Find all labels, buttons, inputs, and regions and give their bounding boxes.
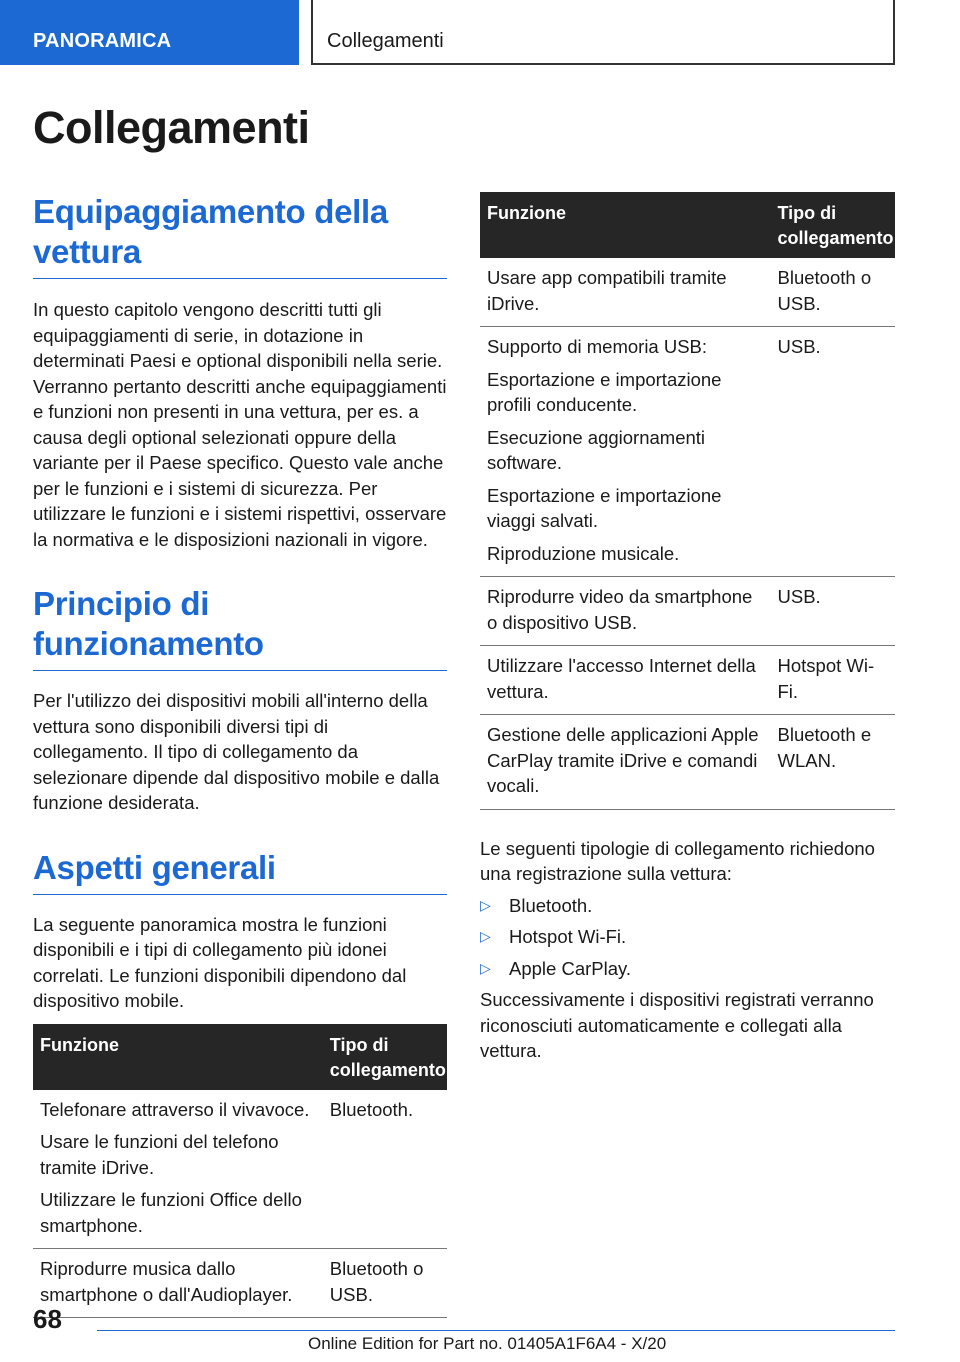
footer-edition: Online Edition for Part no. 01405A1F6A4 - X/20 bbox=[308, 1334, 667, 1353]
section-text-equipment: In questo capitolo vengono descritti tutti gli equipaggiamenti di serie, in dotazione in determinati Paesi e optional disponibili nella serie. Verranno pertanto descritti anche equipaggiamenti e funzioni non presenti in una vettura, per es. a causa degli optional selezionati oppure della variante per il Paese specifico. Questo vale anche per le funzioni e i sistemi di sicurezza. Per utilizzare le funzioni e i sistemi rispettivi, osservare la normativa e le disposizioni nazionali in vigore. bbox=[33, 299, 447, 550]
connections-table-left bbox=[33, 1024, 447, 1319]
function-line: Utilizzare le funzioni Office dello smartphone. bbox=[40, 1189, 302, 1236]
connections-table-right bbox=[480, 192, 895, 810]
function-line: Esportazione e importazione profili conducente. bbox=[487, 368, 722, 415]
registration-list bbox=[480, 893, 895, 982]
triangle-right-icon: ▷ bbox=[480, 928, 491, 944]
list-item-label: Bluetooth. bbox=[509, 894, 593, 916]
table-cell-function bbox=[480, 327, 771, 577]
table-header-function: Funzione bbox=[480, 192, 771, 258]
footer-divider bbox=[97, 1330, 895, 1331]
function-line: Riproduzione musicale. bbox=[487, 542, 680, 564]
header-section-label: PANORAMICA bbox=[33, 30, 172, 52]
triangle-right-icon: ▷ bbox=[480, 896, 491, 913]
header-chapter-box bbox=[311, 0, 895, 65]
section-heading-equipment: Equipaggiamento della vettura bbox=[33, 192, 447, 279]
function-line: Esportazione e importazione viaggi salvati. bbox=[487, 484, 722, 531]
table-row bbox=[480, 327, 895, 577]
table-row bbox=[480, 577, 895, 646]
table-cell-type: Bluetooth e WLAN. bbox=[771, 715, 896, 810]
function-line: Gestione delle applicazioni Apple CarPlay tramite iDrive e comandi vocali. bbox=[487, 724, 759, 796]
section-heading-principle: Principio di funzionamento bbox=[33, 584, 447, 671]
table-header-row bbox=[480, 192, 895, 258]
table-row bbox=[480, 258, 895, 327]
table-row bbox=[33, 1249, 447, 1318]
header-chapter-label: Collegamenti bbox=[327, 30, 444, 52]
triangle-right-icon: ▷ bbox=[480, 959, 491, 976]
section-text-principle: Per l'utilizzo dei dispositivi mobili all'interno della vettura sono disponibili diversi tipi di collegamento. Il tipo di collegamento da selezionare dipende dal dispositivo mobile e dalla funzione desiderata. bbox=[33, 690, 440, 813]
table-cell-function bbox=[480, 258, 771, 327]
function-line: Esecuzione aggiornamenti software. bbox=[487, 426, 706, 473]
table-cell-type: Bluetooth o USB. bbox=[323, 1249, 447, 1318]
table-cell-function bbox=[480, 715, 771, 810]
page-number: 68 bbox=[33, 1304, 62, 1334]
list-item bbox=[480, 956, 895, 982]
table-cell-type: Bluetooth. bbox=[323, 1090, 447, 1249]
table-cell-type: Hotspot Wi-Fi. bbox=[771, 646, 896, 715]
table-cell-type: USB. bbox=[771, 577, 896, 646]
registration-outro: Successivamente i dispositivi registrati verranno riconosciuti automaticamente e collegati alla vettura. bbox=[480, 989, 874, 1061]
right-column bbox=[480, 192, 895, 1064]
function-line: Riprodurre musica dallo smartphone o dall'Audioplayer. bbox=[40, 1258, 293, 1305]
table-header-type: Tipo di collegamento bbox=[771, 192, 896, 258]
table-cell-type: USB. bbox=[771, 327, 896, 577]
section-heading-general: Aspetti generali bbox=[33, 848, 447, 895]
table-header-type: Tipo di collegamento bbox=[323, 1024, 447, 1090]
table-cell-function bbox=[480, 577, 771, 646]
function-line: Telefonare attraverso il vivavoce. bbox=[40, 1098, 310, 1120]
left-column bbox=[33, 192, 447, 1318]
section-text-general: La seguente panoramica mostra le funzioni disponibili e i tipi di collegamento più idonei correlati. Le funzioni disponibili dipendono dal dispositivo mobile. bbox=[33, 913, 407, 1011]
function-line: Riprodurre video da smartphone o dispositivo USB. bbox=[487, 586, 753, 633]
list-item-label: Apple CarPlay. bbox=[509, 957, 632, 979]
table-header-row bbox=[33, 1024, 447, 1090]
table-cell-function bbox=[33, 1249, 323, 1318]
table-cell-function bbox=[480, 646, 771, 715]
list-item-label: Hotspot Wi-Fi. bbox=[509, 926, 627, 947]
table-row bbox=[480, 715, 895, 810]
function-line: Usare le funzioni del telefono tramite iDrive. bbox=[40, 1131, 279, 1178]
page-title: Collegamenti bbox=[33, 102, 310, 153]
header-section-tab bbox=[0, 0, 299, 65]
function-line: Usare app compatibili tramite iDrive. bbox=[487, 267, 727, 314]
registration-intro: Le seguenti tipologie di collegamento richiedono una registrazione sulla vettura: bbox=[480, 837, 875, 884]
function-line: Supporto di memoria USB: bbox=[487, 336, 708, 357]
table-cell-type: Bluetooth o USB. bbox=[771, 258, 896, 327]
table-cell-function bbox=[33, 1090, 323, 1249]
table-row bbox=[480, 646, 895, 715]
list-item bbox=[480, 924, 895, 950]
table-header-function: Funzione bbox=[33, 1024, 323, 1090]
table-row bbox=[33, 1090, 447, 1249]
list-item bbox=[480, 893, 895, 919]
function-line: Utilizzare l'accesso Internet della vettura. bbox=[487, 655, 756, 702]
